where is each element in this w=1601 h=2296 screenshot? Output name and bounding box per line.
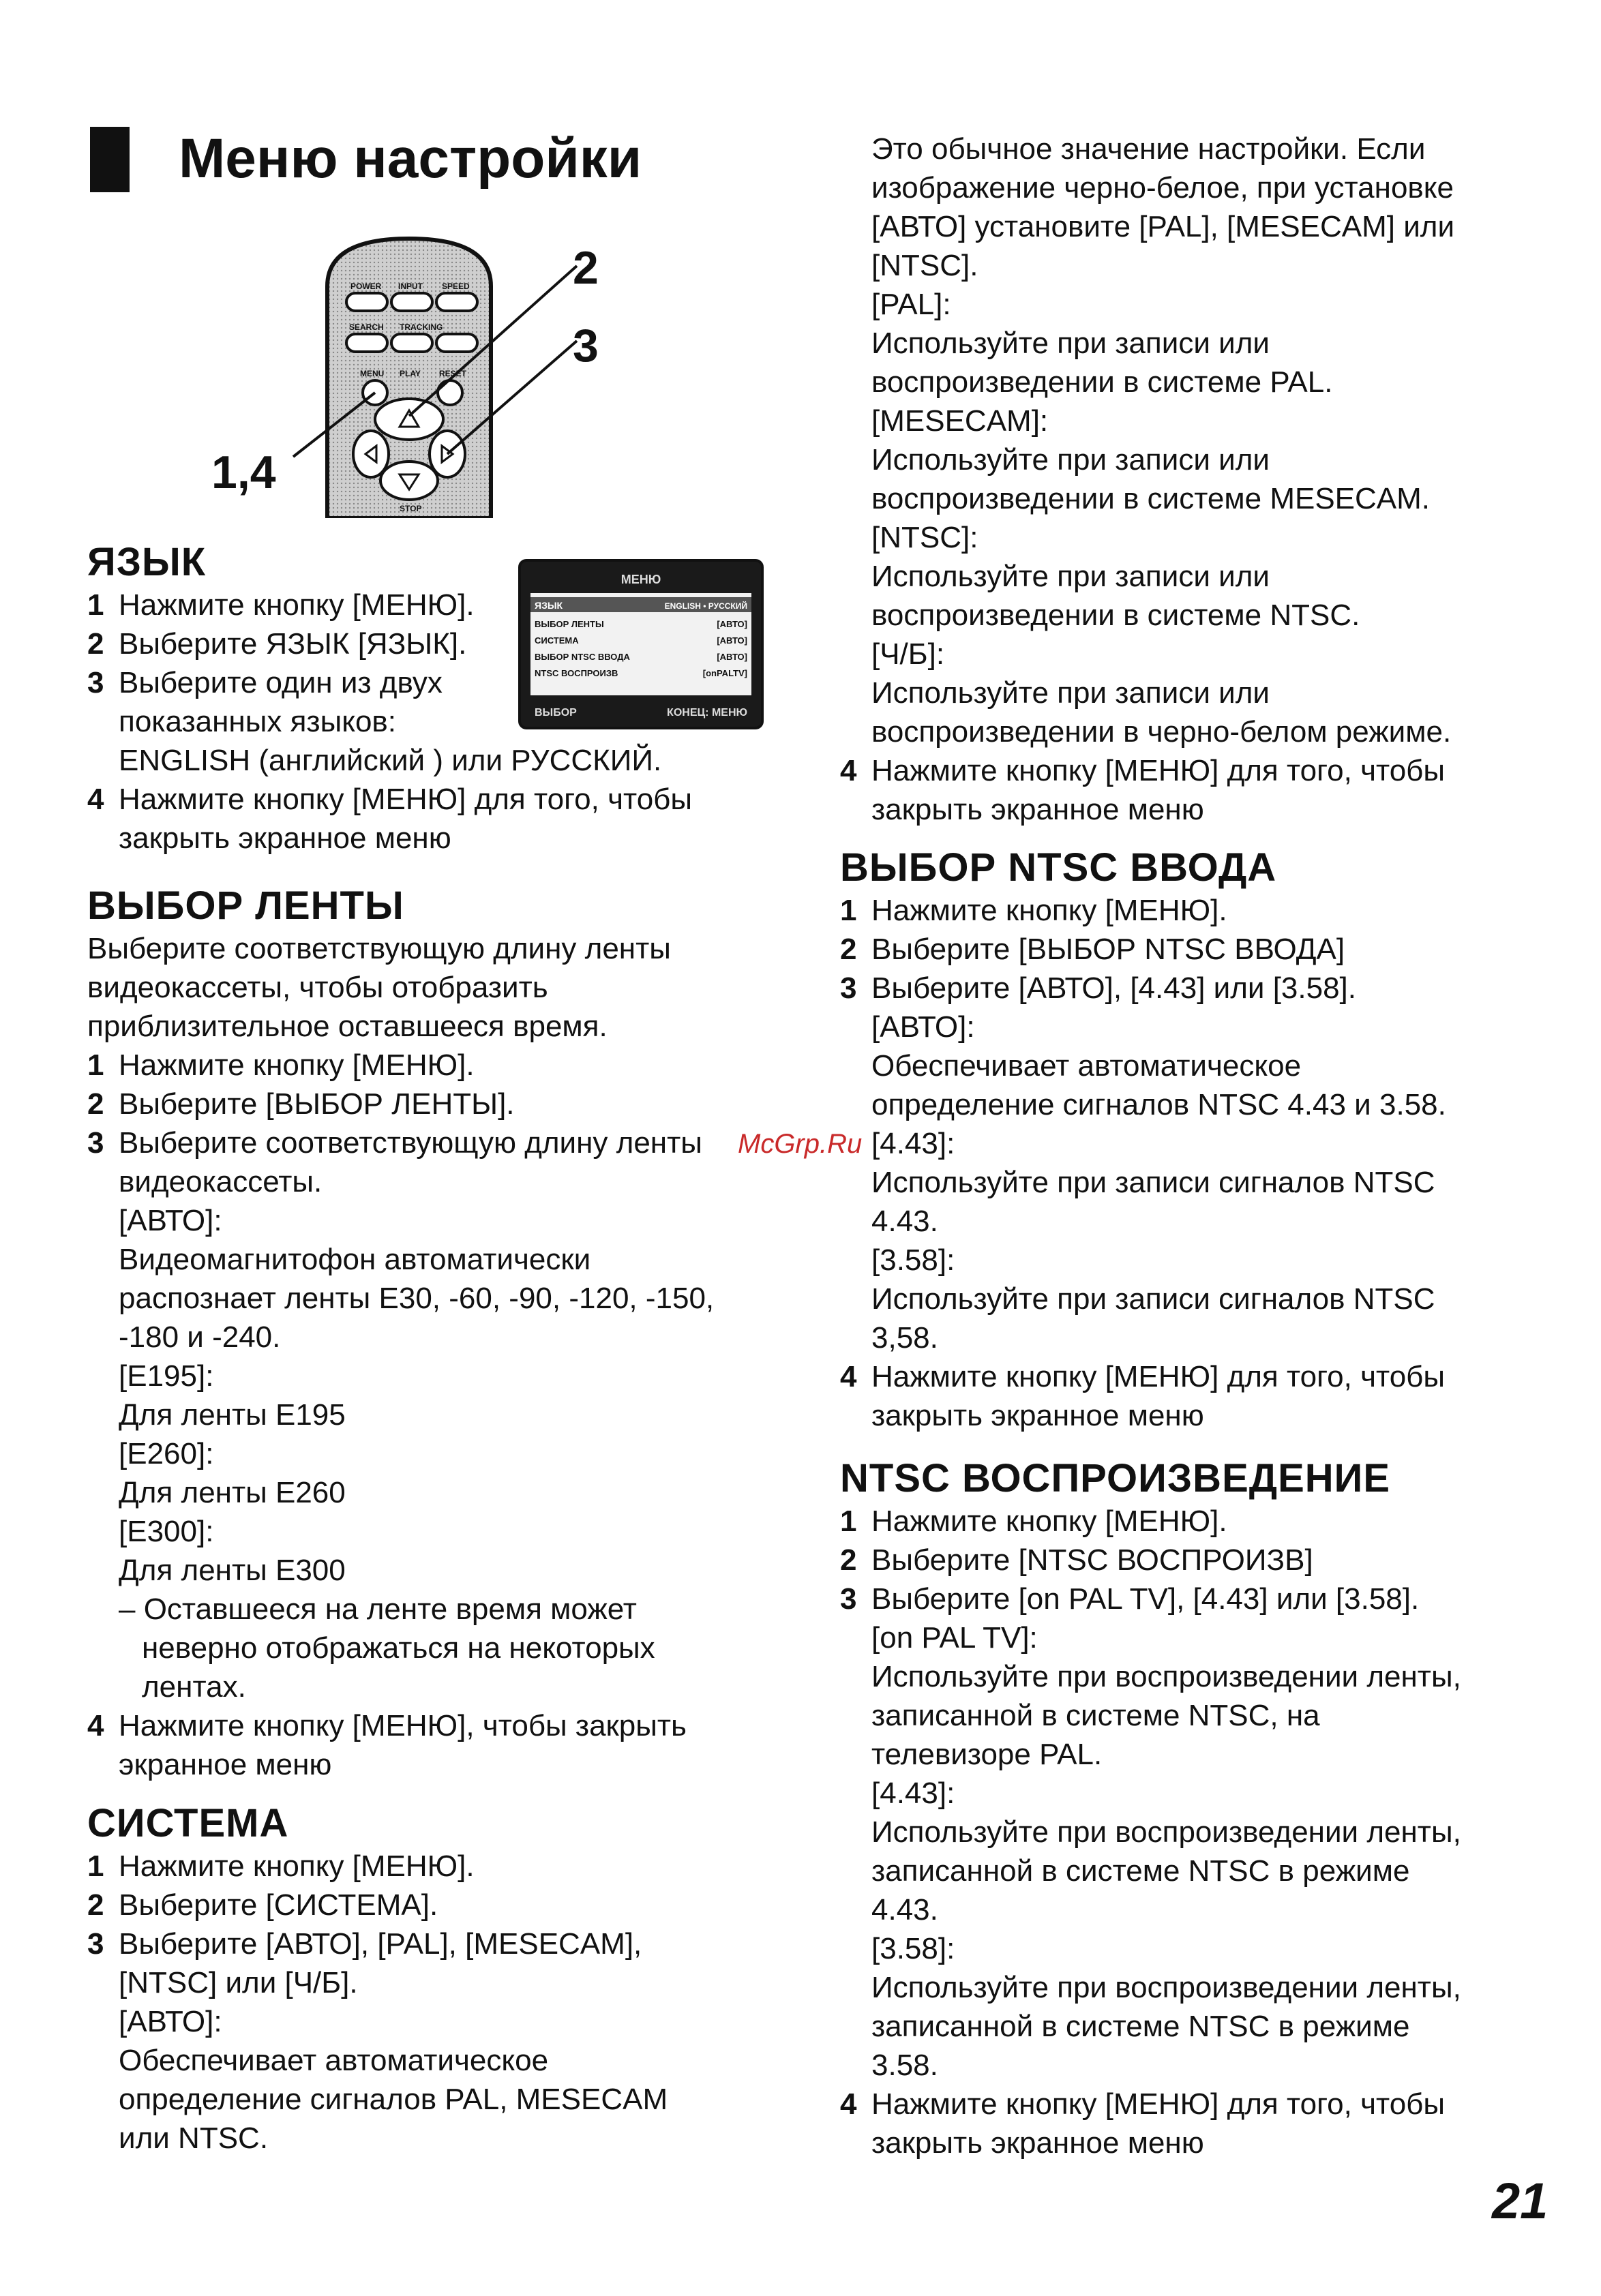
step: 1 Нажмите кнопку [МЕНЮ]. xyxy=(840,1504,1227,1538)
step-text: закрыть экранное меню xyxy=(871,2126,1204,2160)
step: 2 Выберите [NTSC ВОСПРОИЗВ] xyxy=(840,1543,1313,1577)
option-text: Используйте при записи сигналов NTSC xyxy=(871,1165,1435,1199)
option-text: 4.43. xyxy=(871,1892,938,1927)
step: 3 Выберите [АВТО], [4.43] или [3.58]. xyxy=(840,971,1357,1005)
option-text: Используйте при воспроизведении ленты, xyxy=(871,1815,1461,1849)
osd-row-value: ENGLISH • РУССКИЙ xyxy=(664,601,747,611)
section-heading: ВЫБОР ЛЕНТЫ xyxy=(87,883,404,928)
option-text: 4.43. xyxy=(871,1204,938,1238)
intro-text: видеокассеты, чтобы отобразить xyxy=(87,970,548,1004)
remote-label-menu: MENU xyxy=(360,369,385,378)
section-heading: СИСТЕМА xyxy=(87,1801,289,1845)
option-text: воспроизведении в системе NTSC. xyxy=(871,599,1360,632)
option-text: Используйте при воспроизведении ленты, xyxy=(871,1970,1461,2004)
section-system xyxy=(87,1801,668,2158)
step: 4 Нажмите кнопку [МЕНЮ] для того, чтобы xyxy=(87,782,692,816)
option-text: 3.58. xyxy=(871,2048,938,2082)
option-text: или NTSC. xyxy=(119,2121,269,2155)
step-text: экранное меню xyxy=(119,1747,332,1781)
option-text: Для ленты E195 xyxy=(119,1398,346,1432)
step: 4 Нажмите кнопку [МЕНЮ], чтобы закрыть xyxy=(87,1708,687,1742)
step: 2 Выберите [СИСТЕМА]. xyxy=(87,1888,438,1922)
remote-label-play: PLAY xyxy=(400,369,421,378)
osd-row-label: NTSC ВОСПРОИЗВ xyxy=(535,668,618,678)
option-text: распознает ленты Е30, -60, -90, -120, -150, xyxy=(119,1281,715,1315)
option-label: [MESECAM]: xyxy=(871,404,1049,438)
option-text: Обеспечивает автоматическое xyxy=(119,2043,549,2077)
step: 3 Выберите соответствующую длину ленты xyxy=(87,1126,702,1160)
callout-2: 2 xyxy=(573,242,599,294)
section-ntsc-input xyxy=(840,845,1446,1435)
osd-row-value: [АВТО] xyxy=(717,635,747,646)
option-label: [АВТО]: xyxy=(119,1203,222,1237)
section-heading: ВЫБОР NTSC ВВОДА xyxy=(840,845,1277,890)
callout-1-4: 1,4 xyxy=(211,447,276,498)
step: 3 Выберите [on PAL TV], [4.43] или [3.58]. xyxy=(840,1582,1420,1616)
remote-label-stop: STOP xyxy=(400,504,422,513)
remote-label-tracking: TRACKING xyxy=(400,322,443,332)
page-number: 21 xyxy=(1492,2173,1548,2229)
option-text: записанной в системе NTSC, на xyxy=(871,1698,1320,1732)
step-text: [NTSC] или [Ч/Б]. xyxy=(119,1965,358,1999)
section-heading: ЯЗЫК xyxy=(87,540,207,584)
option-label: [E195]: xyxy=(119,1359,214,1393)
section-heading: NTSC ВОСПРОИЗВЕДЕНИЕ xyxy=(840,1456,1391,1500)
section-system-continued xyxy=(840,130,1454,829)
remote-label-power: POWER xyxy=(350,282,382,291)
step-text: ENGLISH (английский ) или РУССКИЙ. xyxy=(119,743,662,777)
step: 1 Нажмите кнопку [МЕНЮ]. xyxy=(840,893,1227,927)
callout-3: 3 xyxy=(573,320,599,372)
option-label: [3.58]: xyxy=(871,1243,955,1277)
option-text: записанной в системе NTSC в режиме xyxy=(871,1854,1410,1888)
title-marker xyxy=(90,127,130,192)
step: 2 Выберите [ВЫБОР NTSC ВВОДА] xyxy=(840,932,1345,966)
option-label: [Ч/Б]: xyxy=(871,637,945,671)
osd-row-value: [АВТО] xyxy=(717,619,747,629)
option-text: воспроизведении в системе MESECAM. xyxy=(871,482,1431,515)
step: 3 Выберите [АВТО], [PAL], [MESECAM], xyxy=(87,1927,642,1961)
option-text: Используйте при записи или xyxy=(871,560,1270,593)
step-text: видеокассеты. xyxy=(119,1164,323,1198)
step: 2 Выберите ЯЗЫК [ЯЗЫК]. xyxy=(87,626,467,661)
osd-row-label: СИСТЕМА xyxy=(535,635,579,646)
option-label: [on PAL TV]: xyxy=(871,1620,1038,1655)
option-text: Для ленты E260 xyxy=(119,1475,346,1509)
option-text: Используйте при записи или xyxy=(871,443,1270,477)
option-text: воспроизведении в системе PAL. xyxy=(871,365,1333,399)
remote-label-speed: SPEED xyxy=(442,282,470,291)
watermark: McGrp.Ru xyxy=(738,1129,863,1159)
option-text: [АВТО] установите [PAL], [MESECAM] или xyxy=(871,210,1455,243)
osd-row-value: [onPALTV] xyxy=(702,668,747,678)
step-text: закрыть экранное меню xyxy=(871,793,1204,826)
intro-text: приблизительное оставшееся время. xyxy=(87,1009,608,1043)
option-text: Для ленты E300 xyxy=(119,1553,346,1587)
step: 4 Нажмите кнопку [МЕНЮ] для того, чтобы xyxy=(840,2087,1445,2121)
osd-row-label: ВЫБОР ЛЕНТЫ xyxy=(535,619,604,629)
option-text: Используйте при записи или xyxy=(871,676,1270,710)
option-text: Используйте при записи сигналов NTSC xyxy=(871,1282,1435,1316)
option-text: определение сигналов PAL, MESECAM xyxy=(119,2082,668,2116)
option-text: изображение черно-белое, при установке xyxy=(871,171,1454,205)
remote-label-reset: RESET xyxy=(439,369,467,378)
step-text: показанных языков: xyxy=(119,704,397,738)
step: 1 Нажмите кнопку [МЕНЮ]. xyxy=(87,1048,475,1082)
option-label: [E260]: xyxy=(119,1436,214,1470)
option-text: 3,58. xyxy=(871,1320,938,1355)
option-label: [E300]: xyxy=(119,1514,214,1548)
option-text: записанной в системе NTSC в режиме xyxy=(871,2009,1410,2043)
step: 3 Выберите один из двух xyxy=(87,665,443,699)
option-label: [4.43]: xyxy=(871,1776,955,1810)
option-label: [NTSC]: xyxy=(871,521,978,554)
step: 1 Нажмите кнопку [МЕНЮ]. xyxy=(87,588,475,622)
option-label: [4.43]: xyxy=(871,1126,955,1160)
option-text: телевизоре PAL. xyxy=(871,1737,1103,1771)
step: 4 Нажмите кнопку [МЕНЮ] для того, чтобы xyxy=(840,754,1445,787)
option-label: [АВТО]: xyxy=(119,2004,222,2038)
note-text: лентах. xyxy=(142,1670,246,1704)
option-text: Обеспечивает автоматическое xyxy=(871,1048,1302,1083)
note-text: – Оставшееся на ленте время может xyxy=(119,1592,637,1626)
remote-control-illustration xyxy=(205,232,641,518)
step: 2 Выберите [ВЫБОР ЛЕНТЫ]. xyxy=(87,1087,515,1121)
osd-row-value: [АВТО] xyxy=(717,652,747,662)
step: 1 Нажмите кнопку [МЕНЮ]. xyxy=(87,1849,475,1883)
option-label: [PAL]: xyxy=(871,288,951,321)
step: 4 Нажмите кнопку [МЕНЮ] для того, чтобы xyxy=(840,1359,1445,1393)
osd-footer-left: ВЫБОР xyxy=(535,707,577,719)
note-text: неверно отображаться на некоторых xyxy=(142,1631,655,1665)
osd-footer-right: КОНЕЦ: МЕНЮ xyxy=(667,707,747,719)
section-tape-select xyxy=(87,883,714,1784)
option-text: Используйте при записи или xyxy=(871,327,1270,360)
option-text: Используйте при воспроизведении ленты, xyxy=(871,1659,1461,1693)
option-text: определение сигналов NTSC 4.43 и 3.58. xyxy=(871,1087,1446,1121)
option-label: [АВТО]: xyxy=(871,1010,975,1044)
page-title: Меню настройки xyxy=(179,127,642,190)
section-language xyxy=(87,540,692,858)
intro-text: Выберите соответствующую длину ленты xyxy=(87,931,671,965)
step-text: закрыть экранное меню xyxy=(119,821,451,855)
option-text: -180 и -240. xyxy=(119,1320,281,1354)
osd-title: МЕНЮ xyxy=(620,573,661,586)
remote-label-input: INPUT xyxy=(398,282,423,291)
remote-label-search: SEARCH xyxy=(349,322,384,332)
option-text: воспроизведении в черно-белом режиме. xyxy=(871,715,1452,749)
step-text: закрыть экранное меню xyxy=(871,1398,1204,1432)
osd-row-label: ЯЗЫК xyxy=(535,600,563,611)
option-label: [3.58]: xyxy=(871,1931,955,1965)
option-text: Это обычное значение настройки. Если xyxy=(871,132,1426,166)
section-ntsc-playback xyxy=(840,1456,1461,2162)
option-text: Видеомагнитофон автоматически xyxy=(119,1242,591,1276)
osd-row-label: ВЫБОР NTSC ВВОДА xyxy=(535,652,630,662)
option-text: [NTSC]. xyxy=(871,249,978,282)
